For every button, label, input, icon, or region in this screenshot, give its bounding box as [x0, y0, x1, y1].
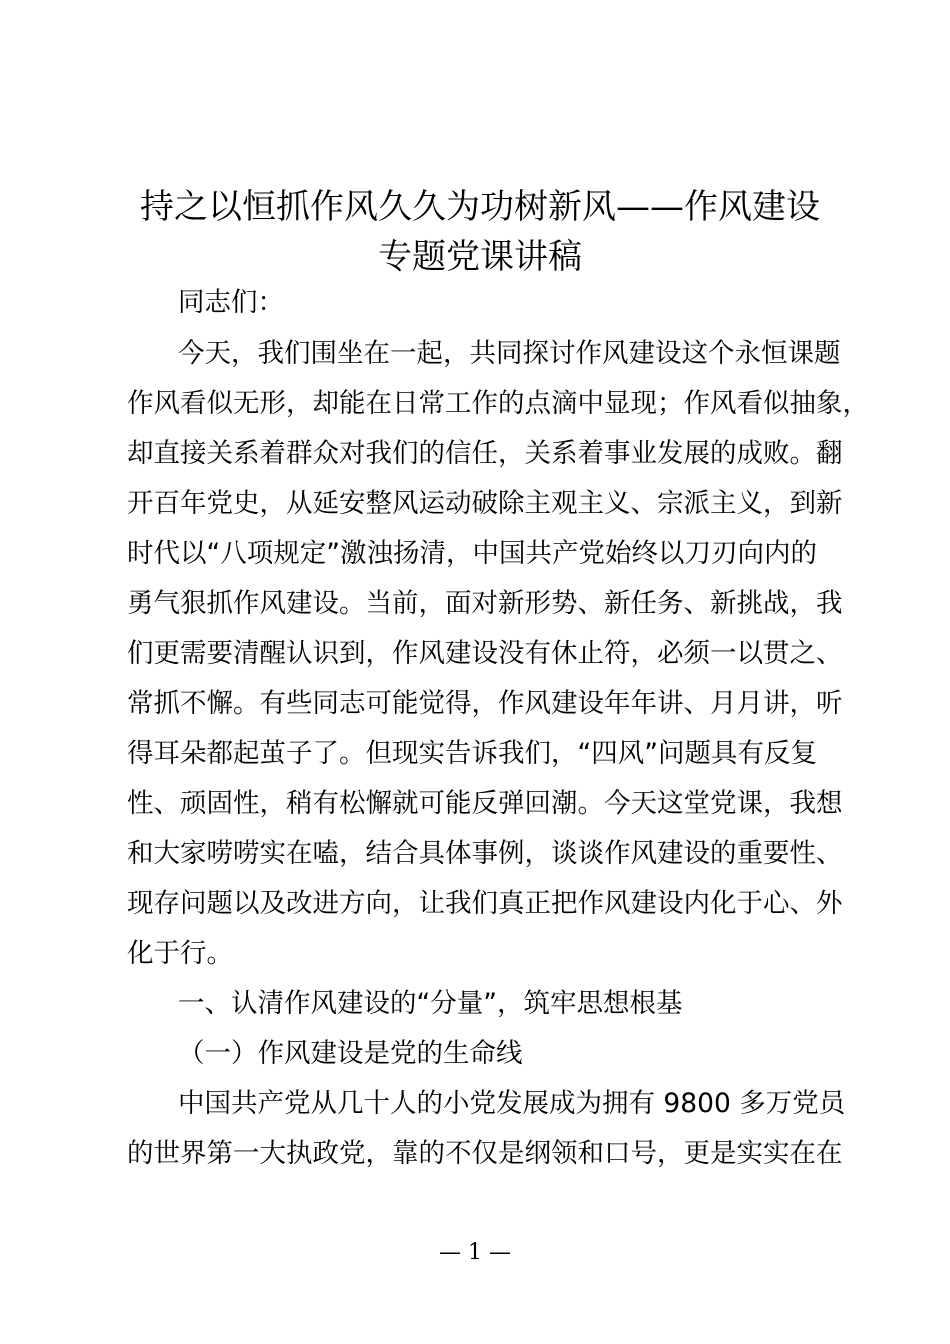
body-line: 中国共产党从几十人的小党发展成为拥有 9800 多万党员 [178, 1088, 846, 1119]
section-heading: 一、认清作风建设的“分量”，筑牢思想根基 [178, 988, 683, 1019]
body-line: 开百年党史，从延安整风运动破除主观主义、宗派主义，到新 [127, 488, 843, 519]
body-line: 常抓不懈。有些同志可能觉得，作风建设年年讲、月月讲，听 [127, 688, 843, 719]
body-line: 却直接关系着群众对我们的信任，关系着事业发展的成败。翻 [127, 438, 843, 469]
body-line: 性、顽固性，稍有松懈就可能反弹回潮。今天这堂党课，我想 [127, 788, 843, 819]
document-title-line-2: 专题党课讲稿 [378, 237, 582, 277]
salutation: 同志们： [178, 287, 284, 318]
body-line: 现存问题以及改进方向，让我们真正把作风建设内化于心、外 [127, 888, 843, 919]
page-number: — 1 — [439, 1240, 511, 1265]
document-title-line-1: 持之以恒抓作风久久为功树新风——作风建设 [140, 187, 820, 227]
body-line: 勇气狠抓作风建设。当前，面对新形势、新任务、新挑战，我 [127, 588, 843, 619]
body-line: 得耳朵都起茧子了。但现实告诉我们，“四风”问题具有反复 [127, 738, 817, 769]
body-line: 的世界第一大执政党，靠的不仅是纲领和口号，更是实实在在 [127, 1138, 843, 1169]
body-line: 和大家唠唠实在嗑，结合具体事例，谈谈作风建设的重要性、 [127, 838, 843, 869]
body-line: 化于行。 [127, 938, 233, 969]
body-line: 们更需要清醒认识到，作风建设没有休止符，必须一以贯之、 [127, 638, 843, 669]
subsection-heading: （一）作风建设是党的生命线 [178, 1038, 523, 1069]
body-line: 今天，我们围坐在一起，共同探讨作风建设这个永恒课题 [178, 338, 841, 369]
body-line: 时代以“八项规定”激浊扬清，中国共产党始终以刀刃向内的 [127, 538, 817, 569]
body-line: 作风看似无形，却能在日常工作的点滴中显现；作风看似抽象， [127, 388, 869, 419]
